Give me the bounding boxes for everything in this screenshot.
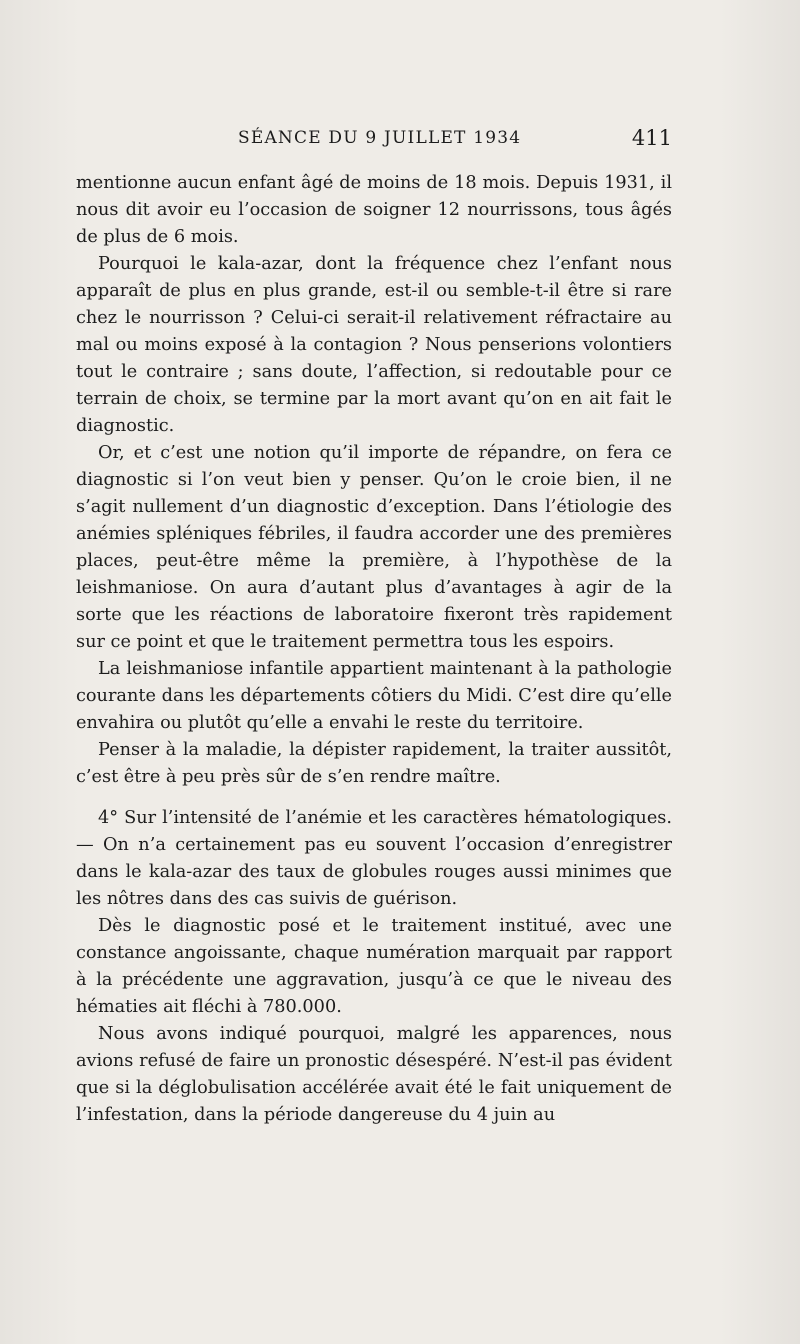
page-number: 411 bbox=[631, 126, 672, 150]
page-header bbox=[78, 124, 672, 160]
paragraph-2: Pourquoi le kala-azar, dont la fréquence chez l’enfant nous apparaît de plus en plus grande, est-il ou semble-t-il être si rare chez le nourrisson ? Celui-ci serait-il relativement réfractaire au mal ou moins exposé à la contagion ? Nous penserions volontiers tout le contraire ; sans doute, l’affection, si redoutable pour ce terrain de choix, se termine par la mort avant qu’on en ait fait le diagnostic. bbox=[76, 254, 672, 436]
paragraph-1: mentionne aucun enfant âgé de moins de 18 mois. Depuis 1931, il nous dit avoir eu l’occasion de soigner 12 nourrissons, tous âgés de plus de 6 mois. bbox=[76, 173, 672, 247]
paragraph-3: Or, et c’est une notion qu’il importe de répandre, on fera ce diagnostic si l’on veut bien y penser. Qu’on le croie bien, il ne s’agit nullement d’un diagnostic d’exception. Dans l’étiologie des anémies spléniques fébriles, il faudra accorder une des premières places, peut-être même la première, à l’hypothèse de la leishmaniose. On aura d’autant plus d’avantages à agir de la sorte que les réactions de laboratoire fixeront très rapidement sur ce point et que le traitement permettra tous les espoirs. bbox=[76, 443, 672, 652]
paragraph-5: Penser à la maladie, la dépister rapidement, la traiter aussitôt, c’est être à peu près sûr de s’en rendre maître. bbox=[76, 740, 672, 787]
running-head: SÉANCE DU 9 JUILLET 1934 bbox=[238, 128, 522, 148]
paragraph-4: La leishmaniose infantile appartient maintenant à la pathologie courante dans les départements côtiers du Midi. C’est dire qu’elle envahira ou plutôt qu’elle a envahi le reste du territoire. bbox=[76, 659, 672, 733]
paragraph-7: Dès le diagnostic posé et le traitement institué, avec une constance angoissante, chaque numération marquait par rapport à la précédente une aggravation, jusqu’à ce que le niveau des hématies ait fléchi à 780.000. bbox=[76, 916, 672, 1017]
paragraph-6: 4° Sur l’intensité de l’anémie et les caractères hématologiques. — On n’a certainement pas eu souvent l’occasion d’enregistrer dans le kala-azar des taux de globules rouges aussi minimes que les nôtres dans des cas suivis de guérison. bbox=[76, 808, 672, 909]
body-text bbox=[76, 170, 672, 1129]
paragraph-8: Nous avons indiqué pourquoi, malgré les apparences, nous avions refusé de faire un pronostic désespéré. N’est-il pas évident que si la déglobulisation accélérée avait été le fait uniquement de l’infestation, dans la période dangereuse du 4 juin au bbox=[76, 1024, 672, 1125]
